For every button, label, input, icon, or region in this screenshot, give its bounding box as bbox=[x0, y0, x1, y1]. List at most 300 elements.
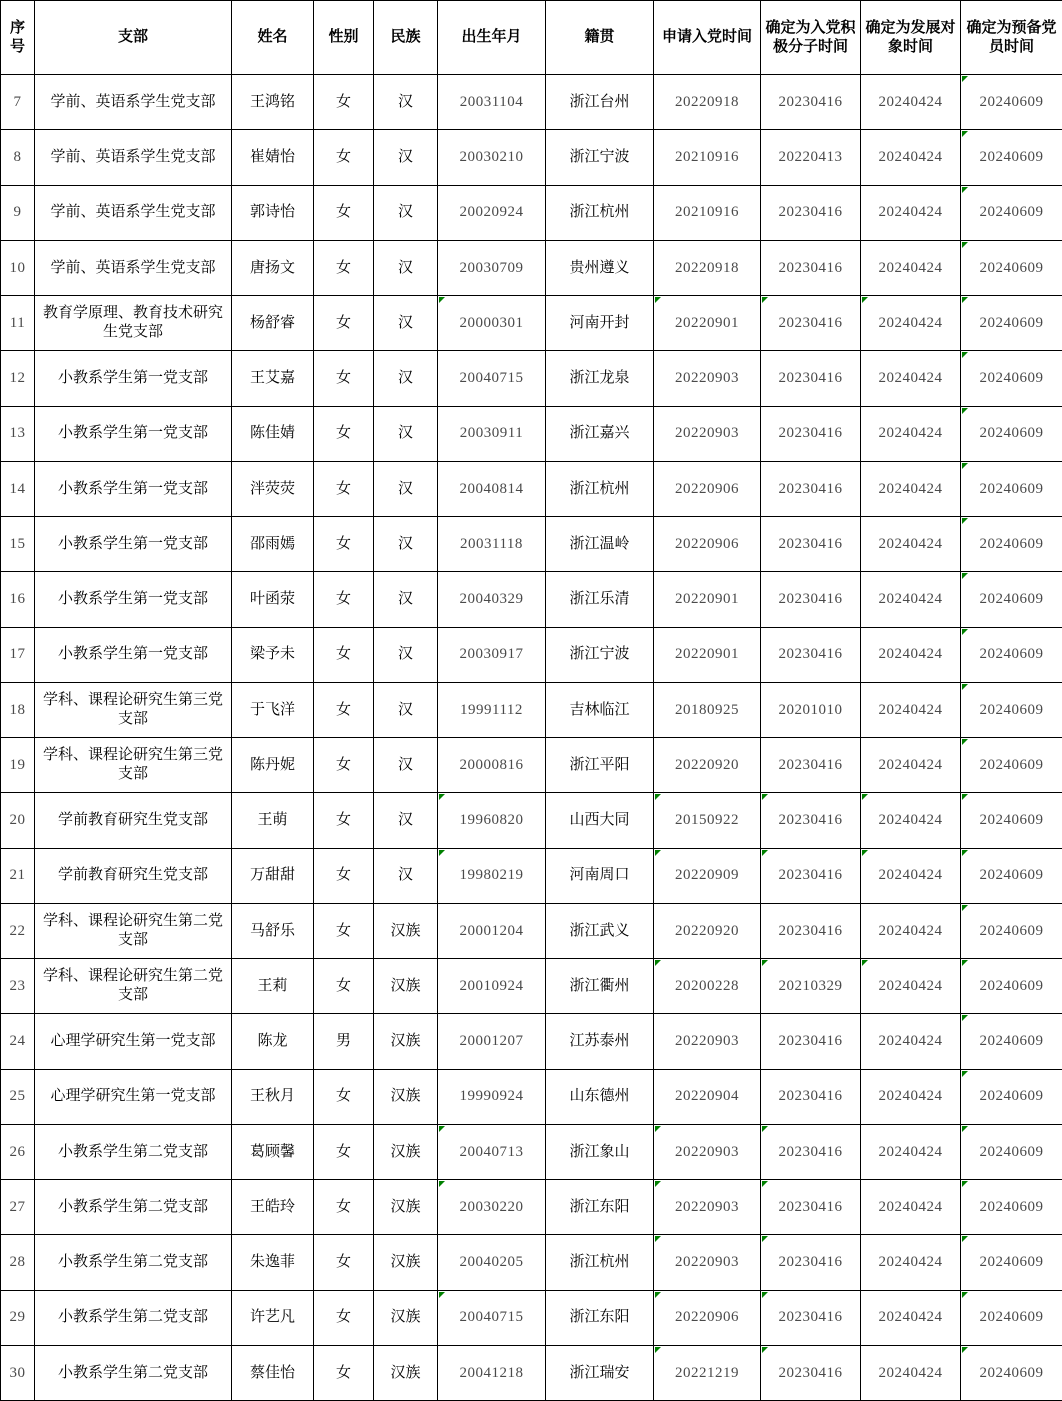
cell-ethnicity[interactable]: 汉 bbox=[374, 517, 438, 572]
cell-hometown[interactable]: 山东德州 bbox=[546, 1069, 654, 1124]
cell-ethnicity[interactable]: 汉 bbox=[374, 793, 438, 848]
cell-hometown[interactable]: 贵州遵义 bbox=[546, 240, 654, 295]
cell-activist[interactable]: 20230416 bbox=[761, 461, 861, 516]
cell-ethnicity[interactable]: 汉 bbox=[374, 75, 438, 130]
error-indicator-triangle-icon bbox=[439, 794, 445, 800]
cell-name[interactable]: 王皓玲 bbox=[232, 1180, 314, 1235]
cell-probationary[interactable]: 20240609 bbox=[961, 959, 1062, 1014]
cell-birth[interactable]: 19990924 bbox=[438, 1069, 546, 1124]
cell-ethnicity[interactable]: 汉 bbox=[374, 572, 438, 627]
cell-birth[interactable]: 20040205 bbox=[438, 1235, 546, 1290]
cell-no[interactable]: 28 bbox=[1, 1235, 35, 1290]
cell-probationary[interactable]: 20240609 bbox=[961, 351, 1062, 406]
cell-apply[interactable]: 20180925 bbox=[654, 682, 761, 737]
cell-probationary[interactable]: 20240609 bbox=[961, 738, 1062, 793]
cell-no[interactable]: 19 bbox=[1, 738, 35, 793]
cell-birth[interactable]: 20040814 bbox=[438, 461, 546, 516]
cell-apply[interactable]: 20221219 bbox=[654, 1345, 761, 1400]
cell-name[interactable]: 万甜甜 bbox=[232, 848, 314, 903]
table-row bbox=[1, 793, 1062, 848]
cell-gender[interactable]: 女 bbox=[314, 130, 374, 185]
cell-hometown[interactable]: 河南周口 bbox=[546, 848, 654, 903]
table-row bbox=[1, 461, 1062, 516]
cell-activist[interactable]: 20230416 bbox=[761, 296, 861, 351]
cell-branch[interactable]: 学前、英语系学生党支部 bbox=[35, 185, 232, 240]
cell-activist[interactable]: 20230416 bbox=[761, 185, 861, 240]
cell-hometown[interactable]: 浙江嘉兴 bbox=[546, 406, 654, 461]
cell-branch[interactable]: 学科、课程论研究生第三党支部 bbox=[35, 738, 232, 793]
error-indicator-triangle-icon bbox=[962, 1292, 968, 1298]
cell-birth[interactable]: 20040715 bbox=[438, 351, 546, 406]
cell-no[interactable]: 20 bbox=[1, 793, 35, 848]
cell-name[interactable]: 王鸿铭 bbox=[232, 75, 314, 130]
cell-no[interactable]: 21 bbox=[1, 848, 35, 903]
cell-branch[interactable]: 学前、英语系学生党支部 bbox=[35, 240, 232, 295]
cell-candidate[interactable]: 20240424 bbox=[861, 572, 961, 627]
cell-name[interactable]: 王莉 bbox=[232, 959, 314, 1014]
cell-activist[interactable]: 20230416 bbox=[761, 848, 861, 903]
col-header-activist-date: 确定为入党积极分子时间 bbox=[761, 1, 861, 75]
cell-hometown[interactable]: 浙江台州 bbox=[546, 75, 654, 130]
cell-gender[interactable]: 女 bbox=[314, 517, 374, 572]
cell-gender[interactable]: 女 bbox=[314, 1069, 374, 1124]
cell-name[interactable]: 许艺凡 bbox=[232, 1290, 314, 1345]
cell-branch[interactable]: 学科、课程论研究生第二党支部 bbox=[35, 959, 232, 1014]
cell-apply[interactable]: 20220918 bbox=[654, 240, 761, 295]
cell-probationary[interactable]: 20240609 bbox=[961, 130, 1062, 185]
cell-hometown[interactable]: 浙江东阳 bbox=[546, 1180, 654, 1235]
cell-ethnicity[interactable]: 汉 bbox=[374, 406, 438, 461]
cell-probationary[interactable]: 20240609 bbox=[961, 682, 1062, 737]
cell-birth[interactable]: 20040713 bbox=[438, 1124, 546, 1179]
cell-name[interactable]: 陈佳婧 bbox=[232, 406, 314, 461]
cell-ethnicity[interactable]: 汉族 bbox=[374, 1014, 438, 1069]
cell-activist[interactable]: 20230416 bbox=[761, 572, 861, 627]
cell-probationary[interactable]: 20240609 bbox=[961, 185, 1062, 240]
error-indicator-triangle-icon bbox=[962, 352, 968, 358]
cell-gender[interactable]: 女 bbox=[314, 1235, 374, 1290]
cell-gender[interactable]: 女 bbox=[314, 682, 374, 737]
cell-hometown[interactable]: 江苏泰州 bbox=[546, 1014, 654, 1069]
cell-apply[interactable]: 20220903 bbox=[654, 1014, 761, 1069]
cell-birth[interactable]: 19960820 bbox=[438, 793, 546, 848]
cell-no[interactable]: 7 bbox=[1, 75, 35, 130]
cell-apply[interactable]: 20220920 bbox=[654, 903, 761, 958]
cell-branch[interactable]: 学科、课程论研究生第二党支部 bbox=[35, 903, 232, 958]
cell-probationary[interactable]: 20240609 bbox=[961, 1124, 1062, 1179]
cell-gender[interactable]: 女 bbox=[314, 1124, 374, 1179]
cell-no[interactable]: 10 bbox=[1, 240, 35, 295]
cell-activist[interactable]: 20230416 bbox=[761, 1014, 861, 1069]
cell-name[interactable]: 梁予未 bbox=[232, 627, 314, 682]
cell-candidate[interactable]: 20240424 bbox=[861, 1014, 961, 1069]
cell-branch[interactable]: 小教系学生第一党支部 bbox=[35, 627, 232, 682]
cell-no[interactable]: 30 bbox=[1, 1345, 35, 1400]
cell-candidate[interactable]: 20240424 bbox=[861, 1124, 961, 1179]
cell-name[interactable]: 蔡佳怡 bbox=[232, 1345, 314, 1400]
cell-apply[interactable]: 20220901 bbox=[654, 627, 761, 682]
cell-branch[interactable]: 小教系学生第一党支部 bbox=[35, 461, 232, 516]
cell-branch[interactable]: 小教系学生第二党支部 bbox=[35, 1235, 232, 1290]
cell-probationary[interactable]: 20240609 bbox=[961, 1014, 1062, 1069]
cell-birth[interactable]: 20040329 bbox=[438, 572, 546, 627]
cell-ethnicity[interactable]: 汉 bbox=[374, 627, 438, 682]
cell-probationary[interactable]: 20240609 bbox=[961, 572, 1062, 627]
cell-no[interactable]: 23 bbox=[1, 959, 35, 1014]
cell-activist[interactable]: 20201010 bbox=[761, 682, 861, 737]
cell-gender[interactable]: 女 bbox=[314, 75, 374, 130]
cell-birth[interactable]: 20041218 bbox=[438, 1345, 546, 1400]
cell-branch[interactable]: 小教系学生第一党支部 bbox=[35, 572, 232, 627]
cell-apply[interactable]: 20220903 bbox=[654, 351, 761, 406]
cell-no[interactable]: 15 bbox=[1, 517, 35, 572]
cell-ethnicity[interactable]: 汉 bbox=[374, 738, 438, 793]
cell-candidate[interactable]: 20240424 bbox=[861, 1345, 961, 1400]
cell-candidate[interactable]: 20240424 bbox=[861, 1290, 961, 1345]
error-indicator-triangle-icon bbox=[655, 1181, 661, 1187]
cell-apply[interactable]: 20220903 bbox=[654, 1235, 761, 1290]
cell-hometown[interactable]: 浙江武义 bbox=[546, 903, 654, 958]
cell-hometown[interactable]: 浙江东阳 bbox=[546, 1290, 654, 1345]
cell-apply[interactable]: 20220904 bbox=[654, 1069, 761, 1124]
cell-probationary[interactable]: 20240609 bbox=[961, 406, 1062, 461]
col-header-branch: 支部 bbox=[35, 1, 232, 75]
cell-apply[interactable]: 20220903 bbox=[654, 1124, 761, 1179]
cell-apply[interactable]: 20220901 bbox=[654, 572, 761, 627]
cell-name[interactable]: 葛顾馨 bbox=[232, 1124, 314, 1179]
cell-hometown[interactable]: 吉林临江 bbox=[546, 682, 654, 737]
cell-branch[interactable]: 心理学研究生第一党支部 bbox=[35, 1069, 232, 1124]
cell-gender[interactable]: 女 bbox=[314, 738, 374, 793]
cell-no[interactable]: 26 bbox=[1, 1124, 35, 1179]
cell-candidate[interactable]: 20240424 bbox=[861, 240, 961, 295]
cell-gender[interactable]: 女 bbox=[314, 461, 374, 516]
table-row bbox=[1, 1235, 1062, 1290]
cell-candidate[interactable]: 20240424 bbox=[861, 461, 961, 516]
error-indicator-triangle-icon bbox=[762, 1347, 768, 1353]
error-indicator-triangle-icon bbox=[655, 794, 661, 800]
error-indicator-triangle-icon bbox=[655, 1126, 661, 1132]
cell-activist[interactable]: 20210329 bbox=[761, 959, 861, 1014]
cell-birth[interactable]: 20030709 bbox=[438, 240, 546, 295]
cell-candidate[interactable]: 20240424 bbox=[861, 959, 961, 1014]
cell-ethnicity[interactable]: 汉 bbox=[374, 240, 438, 295]
cell-activist[interactable]: 20230416 bbox=[761, 627, 861, 682]
error-indicator-triangle-icon bbox=[962, 1236, 968, 1242]
cell-apply[interactable]: 20220903 bbox=[654, 1180, 761, 1235]
error-indicator-triangle-icon bbox=[962, 76, 968, 82]
cell-no[interactable]: 8 bbox=[1, 130, 35, 185]
cell-candidate[interactable]: 20240424 bbox=[861, 406, 961, 461]
error-indicator-triangle-icon bbox=[962, 1126, 968, 1132]
cell-activist[interactable]: 20230416 bbox=[761, 75, 861, 130]
cell-hometown[interactable]: 浙江杭州 bbox=[546, 185, 654, 240]
cell-activist[interactable]: 20230416 bbox=[761, 1235, 861, 1290]
cell-branch[interactable]: 小教系学生第二党支部 bbox=[35, 1345, 232, 1400]
error-indicator-triangle-icon bbox=[862, 960, 868, 966]
cell-gender[interactable]: 女 bbox=[314, 1180, 374, 1235]
cell-branch[interactable]: 心理学研究生第一党支部 bbox=[35, 1014, 232, 1069]
cell-ethnicity[interactable]: 汉族 bbox=[374, 1180, 438, 1235]
cell-name[interactable]: 马舒乐 bbox=[232, 903, 314, 958]
cell-birth[interactable]: 19980219 bbox=[438, 848, 546, 903]
cell-birth[interactable]: 20031118 bbox=[438, 517, 546, 572]
cell-birth[interactable]: 20030917 bbox=[438, 627, 546, 682]
cell-hometown[interactable]: 浙江杭州 bbox=[546, 461, 654, 516]
cell-name[interactable]: 崔婧怡 bbox=[232, 130, 314, 185]
cell-activist[interactable]: 20220413 bbox=[761, 130, 861, 185]
cell-activist[interactable]: 20230416 bbox=[761, 903, 861, 958]
cell-hometown[interactable]: 河南开封 bbox=[546, 296, 654, 351]
cell-hometown[interactable]: 浙江龙泉 bbox=[546, 351, 654, 406]
cell-apply[interactable]: 20220906 bbox=[654, 1290, 761, 1345]
cell-candidate[interactable]: 20240424 bbox=[861, 75, 961, 130]
cell-name[interactable]: 邵雨嫣 bbox=[232, 517, 314, 572]
cell-no[interactable]: 9 bbox=[1, 185, 35, 240]
cell-no[interactable]: 16 bbox=[1, 572, 35, 627]
cell-no[interactable]: 18 bbox=[1, 682, 35, 737]
cell-ethnicity[interactable]: 汉族 bbox=[374, 959, 438, 1014]
cell-gender[interactable]: 男 bbox=[314, 1014, 374, 1069]
cell-gender[interactable]: 女 bbox=[314, 351, 374, 406]
cell-name[interactable]: 泮荧荧 bbox=[232, 461, 314, 516]
cell-birth[interactable]: 20001207 bbox=[438, 1014, 546, 1069]
cell-probationary[interactable]: 20240609 bbox=[961, 627, 1062, 682]
cell-no[interactable]: 22 bbox=[1, 903, 35, 958]
cell-ethnicity[interactable]: 汉族 bbox=[374, 1124, 438, 1179]
table-row bbox=[1, 351, 1062, 406]
cell-birth[interactable]: 20010924 bbox=[438, 959, 546, 1014]
table-row bbox=[1, 1290, 1062, 1345]
cell-probationary[interactable]: 20240609 bbox=[961, 793, 1062, 848]
cell-name[interactable]: 唐扬文 bbox=[232, 240, 314, 295]
cell-hometown[interactable]: 浙江瑞安 bbox=[546, 1345, 654, 1400]
error-indicator-triangle-icon bbox=[962, 297, 968, 303]
cell-probationary[interactable]: 20240609 bbox=[961, 461, 1062, 516]
cell-name[interactable]: 王萌 bbox=[232, 793, 314, 848]
table-row bbox=[1, 240, 1062, 295]
cell-branch[interactable]: 学科、课程论研究生第三党支部 bbox=[35, 682, 232, 737]
cell-apply[interactable]: 20210916 bbox=[654, 130, 761, 185]
table-row bbox=[1, 517, 1062, 572]
cell-hometown[interactable]: 浙江平阳 bbox=[546, 738, 654, 793]
cell-name[interactable]: 陈丹妮 bbox=[232, 738, 314, 793]
cell-branch[interactable]: 小教系学生第一党支部 bbox=[35, 517, 232, 572]
cell-no[interactable]: 29 bbox=[1, 1290, 35, 1345]
table-row bbox=[1, 682, 1062, 737]
cell-probationary[interactable]: 20240609 bbox=[961, 848, 1062, 903]
cell-candidate[interactable]: 20240424 bbox=[861, 793, 961, 848]
cell-candidate[interactable]: 20240424 bbox=[861, 185, 961, 240]
cell-probationary[interactable]: 20240609 bbox=[961, 517, 1062, 572]
cell-gender[interactable]: 女 bbox=[314, 406, 374, 461]
cell-apply[interactable]: 20220920 bbox=[654, 738, 761, 793]
cell-probationary[interactable]: 20240609 bbox=[961, 1180, 1062, 1235]
cell-apply[interactable]: 20220909 bbox=[654, 848, 761, 903]
cell-activist[interactable]: 20230416 bbox=[761, 1290, 861, 1345]
cell-candidate[interactable]: 20240424 bbox=[861, 1180, 961, 1235]
cell-apply[interactable]: 20220906 bbox=[654, 461, 761, 516]
cell-branch[interactable]: 学前、英语系学生党支部 bbox=[35, 75, 232, 130]
cell-birth[interactable]: 19991112 bbox=[438, 682, 546, 737]
cell-probationary[interactable]: 20240609 bbox=[961, 296, 1062, 351]
cell-branch[interactable]: 小教系学生第一党支部 bbox=[35, 351, 232, 406]
cell-candidate[interactable]: 20240424 bbox=[861, 351, 961, 406]
cell-activist[interactable]: 20230416 bbox=[761, 793, 861, 848]
cell-ethnicity[interactable]: 汉族 bbox=[374, 1345, 438, 1400]
cell-branch[interactable]: 小教系学生第二党支部 bbox=[35, 1290, 232, 1345]
table-row bbox=[1, 1069, 1062, 1124]
col-header-development-target-date: 确定为发展对象时间 bbox=[861, 1, 961, 75]
cell-candidate[interactable]: 20240424 bbox=[861, 627, 961, 682]
cell-no[interactable]: 12 bbox=[1, 351, 35, 406]
cell-candidate[interactable]: 20240424 bbox=[861, 738, 961, 793]
cell-candidate[interactable]: 20240424 bbox=[861, 130, 961, 185]
cell-apply[interactable]: 20220918 bbox=[654, 75, 761, 130]
cell-ethnicity[interactable]: 汉族 bbox=[374, 903, 438, 958]
cell-probationary[interactable]: 20240609 bbox=[961, 903, 1062, 958]
cell-probationary[interactable]: 20240609 bbox=[961, 1069, 1062, 1124]
cell-activist[interactable]: 20230416 bbox=[761, 1069, 861, 1124]
cell-name[interactable]: 王艾嘉 bbox=[232, 351, 314, 406]
cell-branch[interactable]: 小教系学生第二党支部 bbox=[35, 1180, 232, 1235]
cell-hometown[interactable]: 浙江宁波 bbox=[546, 130, 654, 185]
cell-activist[interactable]: 20230416 bbox=[761, 351, 861, 406]
cell-candidate[interactable]: 20240424 bbox=[861, 1235, 961, 1290]
cell-branch[interactable]: 学前教育研究生党支部 bbox=[35, 848, 232, 903]
cell-candidate[interactable]: 20240424 bbox=[861, 848, 961, 903]
cell-no[interactable]: 13 bbox=[1, 406, 35, 461]
cell-probationary[interactable]: 20240609 bbox=[961, 75, 1062, 130]
cell-gender[interactable]: 女 bbox=[314, 185, 374, 240]
cell-birth[interactable]: 20040715 bbox=[438, 1290, 546, 1345]
cell-birth[interactable]: 20031104 bbox=[438, 75, 546, 130]
table-row bbox=[1, 1014, 1062, 1069]
cell-candidate[interactable]: 20240424 bbox=[861, 1069, 961, 1124]
cell-candidate[interactable]: 20240424 bbox=[861, 903, 961, 958]
cell-gender[interactable]: 女 bbox=[314, 903, 374, 958]
cell-probationary[interactable]: 20240609 bbox=[961, 1345, 1062, 1400]
cell-name[interactable]: 叶函荥 bbox=[232, 572, 314, 627]
cell-activist[interactable]: 20230416 bbox=[761, 1345, 861, 1400]
cell-ethnicity[interactable]: 汉 bbox=[374, 682, 438, 737]
cell-name[interactable]: 王秋月 bbox=[232, 1069, 314, 1124]
cell-no[interactable]: 24 bbox=[1, 1014, 35, 1069]
cell-no[interactable]: 25 bbox=[1, 1069, 35, 1124]
cell-gender[interactable]: 女 bbox=[314, 240, 374, 295]
cell-activist[interactable]: 20230416 bbox=[761, 406, 861, 461]
cell-name[interactable]: 朱逸菲 bbox=[232, 1235, 314, 1290]
cell-apply[interactable]: 20220906 bbox=[654, 517, 761, 572]
table-row bbox=[1, 130, 1062, 185]
cell-gender[interactable]: 女 bbox=[314, 793, 374, 848]
cell-gender[interactable]: 女 bbox=[314, 627, 374, 682]
col-header-no: 序号 bbox=[1, 1, 35, 75]
cell-gender[interactable]: 女 bbox=[314, 959, 374, 1014]
cell-probationary[interactable]: 20240609 bbox=[961, 1235, 1062, 1290]
cell-gender[interactable]: 女 bbox=[314, 572, 374, 627]
cell-apply[interactable]: 20150922 bbox=[654, 793, 761, 848]
cell-branch[interactable]: 学前、英语系学生党支部 bbox=[35, 130, 232, 185]
table-row bbox=[1, 406, 1062, 461]
cell-ethnicity[interactable]: 汉族 bbox=[374, 1069, 438, 1124]
cell-hometown[interactable]: 浙江温岭 bbox=[546, 517, 654, 572]
cell-birth[interactable]: 20030210 bbox=[438, 130, 546, 185]
error-indicator-triangle-icon bbox=[862, 297, 868, 303]
cell-activist[interactable]: 20230416 bbox=[761, 1180, 861, 1235]
cell-ethnicity[interactable]: 汉族 bbox=[374, 1235, 438, 1290]
cell-gender[interactable]: 女 bbox=[314, 1345, 374, 1400]
cell-gender[interactable]: 女 bbox=[314, 1290, 374, 1345]
cell-name[interactable]: 于飞洋 bbox=[232, 682, 314, 737]
error-indicator-triangle-icon bbox=[439, 850, 445, 856]
cell-ethnicity[interactable]: 汉 bbox=[374, 185, 438, 240]
cell-no[interactable]: 11 bbox=[1, 296, 35, 351]
cell-hometown[interactable]: 浙江宁波 bbox=[546, 627, 654, 682]
error-indicator-triangle-icon bbox=[962, 739, 968, 745]
cell-birth[interactable]: 20020924 bbox=[438, 185, 546, 240]
cell-hometown[interactable]: 浙江杭州 bbox=[546, 1235, 654, 1290]
cell-no[interactable]: 27 bbox=[1, 1180, 35, 1235]
cell-apply[interactable]: 20210916 bbox=[654, 185, 761, 240]
cell-apply[interactable]: 20220901 bbox=[654, 296, 761, 351]
cell-ethnicity[interactable]: 汉 bbox=[374, 296, 438, 351]
cell-birth[interactable]: 20030911 bbox=[438, 406, 546, 461]
cell-ethnicity[interactable]: 汉 bbox=[374, 351, 438, 406]
cell-activist[interactable]: 20230416 bbox=[761, 517, 861, 572]
error-indicator-triangle-icon bbox=[962, 1181, 968, 1187]
table-row bbox=[1, 75, 1062, 130]
cell-probationary[interactable]: 20240609 bbox=[961, 240, 1062, 295]
cell-name[interactable]: 杨舒睿 bbox=[232, 296, 314, 351]
cell-candidate[interactable]: 20240424 bbox=[861, 517, 961, 572]
cell-birth[interactable]: 20001204 bbox=[438, 903, 546, 958]
cell-activist[interactable]: 20230416 bbox=[761, 738, 861, 793]
cell-activist[interactable]: 20230416 bbox=[761, 1124, 861, 1179]
cell-hometown[interactable]: 浙江衢州 bbox=[546, 959, 654, 1014]
cell-name[interactable]: 郭诗怡 bbox=[232, 185, 314, 240]
cell-ethnicity[interactable]: 汉 bbox=[374, 848, 438, 903]
cell-hometown[interactable]: 山西大同 bbox=[546, 793, 654, 848]
cell-gender[interactable]: 女 bbox=[314, 848, 374, 903]
error-indicator-triangle-icon bbox=[439, 1126, 445, 1132]
cell-branch[interactable]: 小教系学生第一党支部 bbox=[35, 406, 232, 461]
cell-branch[interactable]: 教育学原理、教育技术研究生党支部 bbox=[35, 296, 232, 351]
error-indicator-triangle-icon bbox=[962, 905, 968, 911]
cell-hometown[interactable]: 浙江象山 bbox=[546, 1124, 654, 1179]
cell-ethnicity[interactable]: 汉族 bbox=[374, 1290, 438, 1345]
cell-apply[interactable]: 20220903 bbox=[654, 406, 761, 461]
cell-probationary[interactable]: 20240609 bbox=[961, 1290, 1062, 1345]
table-row bbox=[1, 1124, 1062, 1179]
cell-birth[interactable]: 20000816 bbox=[438, 738, 546, 793]
cell-hometown[interactable]: 浙江乐清 bbox=[546, 572, 654, 627]
cell-ethnicity[interactable]: 汉 bbox=[374, 130, 438, 185]
cell-branch[interactable]: 学前教育研究生党支部 bbox=[35, 793, 232, 848]
cell-candidate[interactable]: 20240424 bbox=[861, 682, 961, 737]
cell-candidate[interactable]: 20240424 bbox=[861, 296, 961, 351]
cell-branch[interactable]: 小教系学生第二党支部 bbox=[35, 1124, 232, 1179]
cell-gender[interactable]: 女 bbox=[314, 296, 374, 351]
cell-name[interactable]: 陈龙 bbox=[232, 1014, 314, 1069]
cell-birth[interactable]: 20000301 bbox=[438, 296, 546, 351]
cell-birth[interactable]: 20030220 bbox=[438, 1180, 546, 1235]
cell-no[interactable]: 14 bbox=[1, 461, 35, 516]
cell-no[interactable]: 17 bbox=[1, 627, 35, 682]
cell-ethnicity[interactable]: 汉 bbox=[374, 461, 438, 516]
cell-apply[interactable]: 20200228 bbox=[654, 959, 761, 1014]
cell-activist[interactable]: 20230416 bbox=[761, 240, 861, 295]
